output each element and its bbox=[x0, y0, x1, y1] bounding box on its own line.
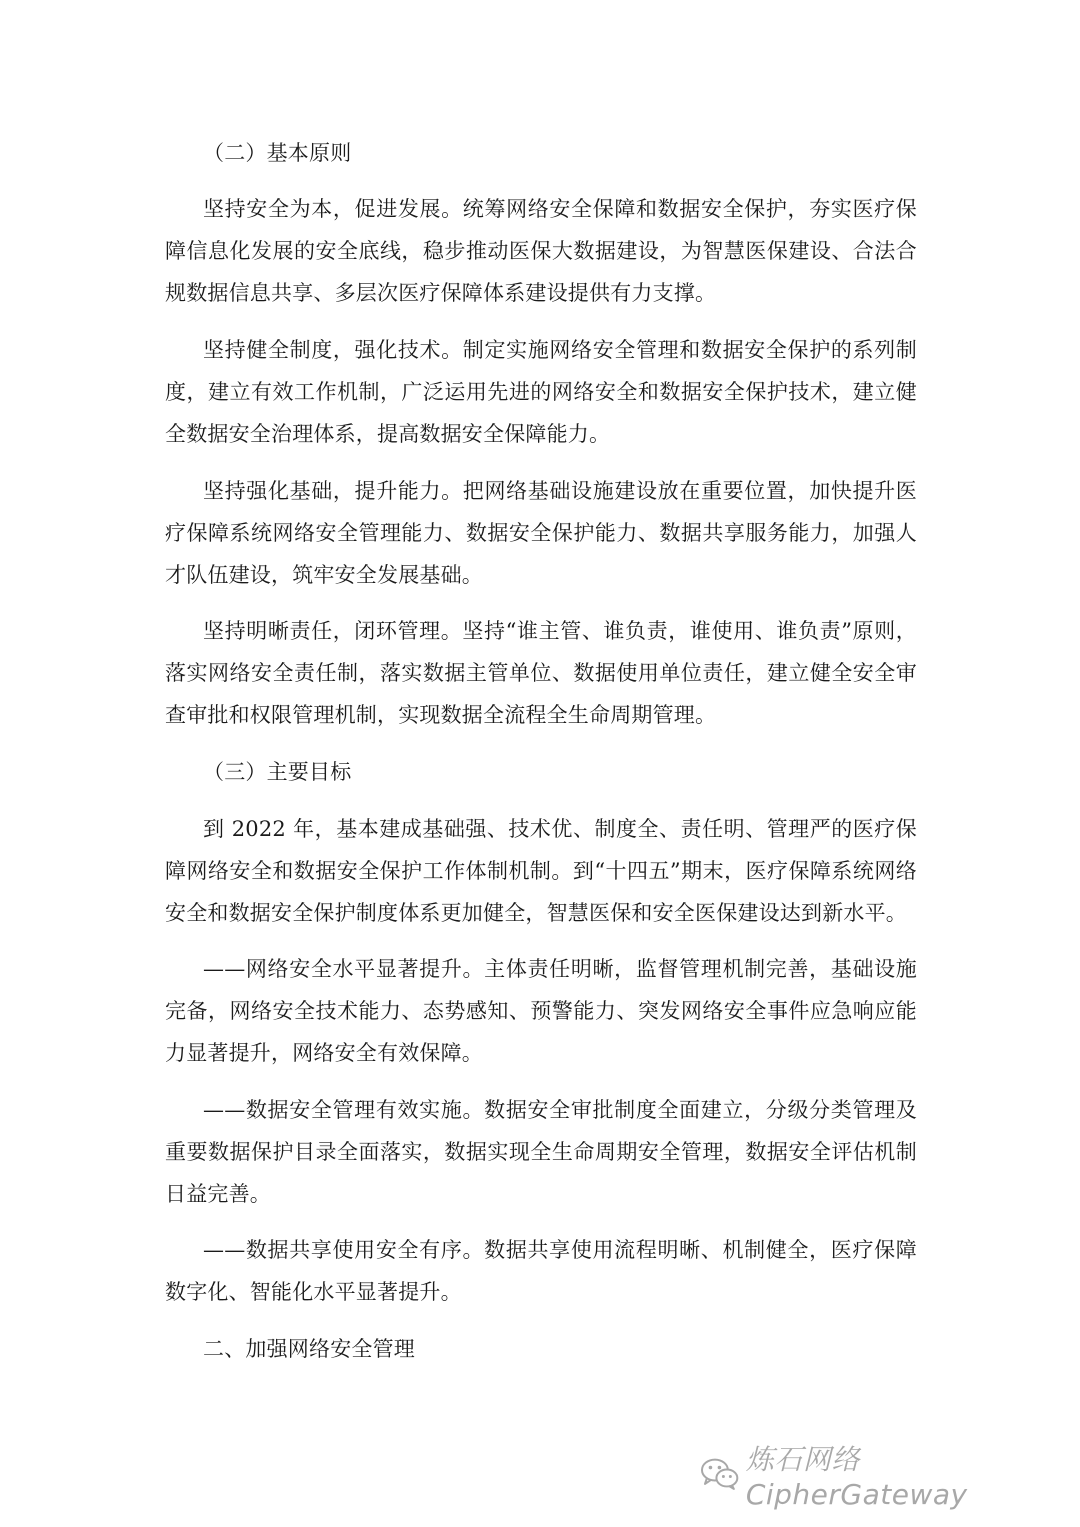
watermark-text: 炼石网络CipherGateway bbox=[745, 1442, 968, 1511]
paragraph-security-first: 坚持安全为本，促进发展。统筹网络安全保障和数据安全保护，夯实医疗保障信息化发展的安全底线，稳步推动医保大数据建设，为智慧医保建设、合法合规数据信息共享、多层次医疗保障体系建设提供有力支撑。 bbox=[165, 197, 917, 305]
wechat-icon bbox=[700, 1457, 740, 1491]
watermark bbox=[700, 1442, 1080, 1511]
heading-main-goals: （三）主要目标 bbox=[203, 760, 352, 784]
heading-section-two: 二、加强网络安全管理 bbox=[203, 1337, 415, 1361]
paragraph-data-security-management: ——数据安全管理有效实施。数据安全审批制度全面建立，分级分类管理及重要数据保护目录全面落实，数据实现全生命周期安全管理，数据安全评估机制日益完善。 bbox=[165, 1098, 917, 1206]
paragraph-network-security-level: ——网络安全水平显著提升。主体责任明晰，监督管理机制完善，基础设施完备，网络安全技术能力、态势感知、预警能力、突发网络安全事件应急响应能力显著提升，网络安全有效保障。 bbox=[165, 957, 917, 1065]
paragraph-sound-system: 坚持健全制度，强化技术。制定实施网络安全管理和数据安全保护的系列制度，建立有效工作机制，广泛运用先进的网络安全和数据安全保护技术，建立健全数据安全治理体系，提高数据安全保障能力。 bbox=[165, 338, 917, 446]
heading-basic-principles: （二）基本原则 bbox=[203, 141, 352, 165]
paragraph-clear-responsibility: 坚持明晰责任，闭环管理。坚持“谁主管、谁负责，谁使用、谁负责”原则，落实网络安全责任制，落实数据主管单位、数据使用单位责任，建立健全安全审查审批和权限管理机制，实现数据全流程全生命周期管理。 bbox=[165, 619, 917, 727]
paragraph-goal-2022: 到 2022 年，基本建成基础强、技术优、制度全、责任明、管理严的医疗保障网络安全和数据安全保护工作体制机制。到“十四五”期末，医疗保障系统网络安全和数据安全保护制度体系更加健全，智慧医保和安全医保建设达到新水平。 bbox=[165, 817, 917, 925]
paragraph-strengthen-foundation: 坚持强化基础，提升能力。把网络基础设施建设放在重要位置，加快提升医疗保障系统网络安全管理能力、数据安全保护能力、数据共享服务能力，加强人才队伍建设，筑牢安全发展基础。 bbox=[165, 479, 917, 587]
paragraph-data-sharing: ——数据共享使用安全有序。数据共享使用流程明晰、机制健全，医疗保障数字化、智能化水平显著提升。 bbox=[165, 1238, 917, 1304]
